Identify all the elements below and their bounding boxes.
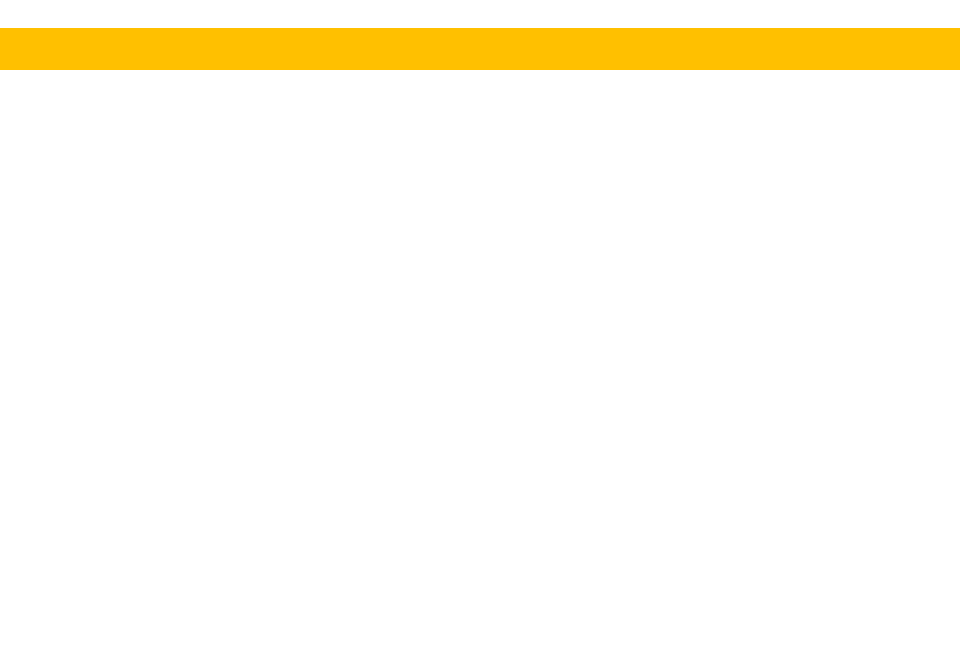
title-row-1 [0,28,960,42]
title-row-3 [0,56,960,70]
column-header [0,71,960,117]
title-row-2 [0,42,960,56]
